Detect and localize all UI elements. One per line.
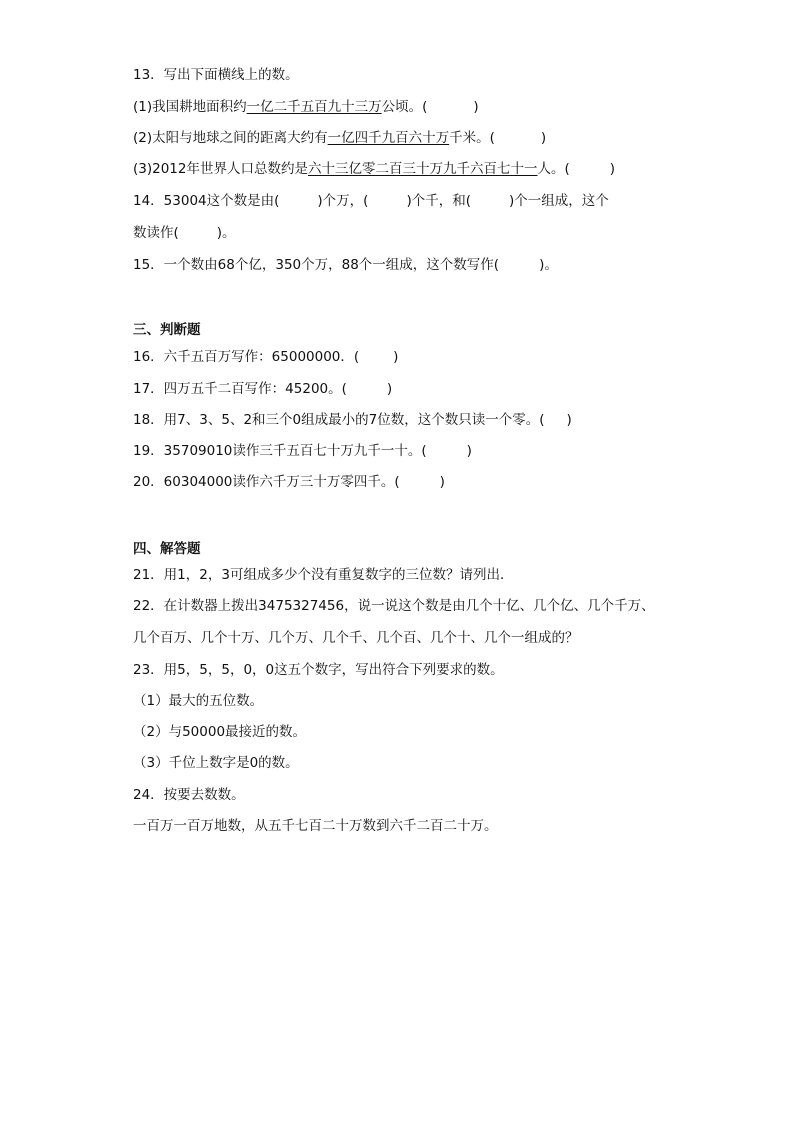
q14-part-1: 14．53004这个数是由( xyxy=(133,193,280,209)
q13-item-3-post: 人。( xyxy=(537,161,570,177)
q14-line-2-part-2: )。 xyxy=(216,225,236,241)
q13-item-3 xyxy=(133,160,615,178)
section-solve-heading: 四、解答题 xyxy=(133,541,201,557)
q14-part-3: )个千，和( xyxy=(406,193,471,209)
q21: 21．用1，2，3可组成多少个没有重复数字的三位数？请列出． xyxy=(133,567,514,583)
q15 xyxy=(133,256,558,274)
q14-part-2: )个万，( xyxy=(317,193,369,209)
q13-item-2-close: ) xyxy=(540,130,547,146)
q23-sub-2: （2）与50000最接近的数。 xyxy=(133,724,307,740)
q15-part-1: 15．一个数由68个亿，350个万，88个一组成，这个数写作( xyxy=(133,257,500,273)
q16 xyxy=(133,348,398,366)
q20 xyxy=(133,473,445,491)
q23-sub-1: （1）最大的五位数。 xyxy=(133,693,264,709)
q23: 23．用5，5，5，0，0这五个数字，写出符合下列要求的数。 xyxy=(133,662,504,678)
q13-item-2-underlined: 一亿四千九百六十万 xyxy=(327,130,450,146)
q13-item-3-pre: (3)2012年世界人口总数约是 xyxy=(133,161,308,177)
q14-part-4: )个一组成，这个 xyxy=(508,193,609,209)
q13-item-3-close: ) xyxy=(609,161,616,177)
q14-line-2-part-1: 数读作( xyxy=(133,225,179,241)
q13-item-1-underlined: 一亿二千五百九十三万 xyxy=(246,99,382,115)
q13-item-1 xyxy=(133,98,479,116)
q15-part-2: )。 xyxy=(539,257,558,273)
q20-close: ) xyxy=(439,474,445,490)
q14-line-2 xyxy=(133,224,236,242)
q20-text: 20．60304000读作六千万三十万零四千。( xyxy=(133,474,400,490)
q24: 24．按要去数数。 xyxy=(133,787,245,803)
q23-sub-3: （3）千位上数字是0的数。 xyxy=(133,755,299,771)
q13-item-1-post: 公顷。( xyxy=(381,99,428,115)
q16-close: ) xyxy=(393,349,399,365)
q13-item-3-underlined: 六十三亿零二百三十万九千六百七十一 xyxy=(307,161,538,177)
q22-line-2: 几个百万、几个十万、几个万、几个千、几个百、几个十、几个一组成的？ xyxy=(133,630,579,646)
q18 xyxy=(133,411,572,429)
q19 xyxy=(133,442,472,460)
q24-body: 一百万一百万地数，从五千七百二十万数到六千二百二十万。 xyxy=(133,818,498,834)
q18-text: 18．用7、3、5、2和三个0组成最小的7位数，这个数只读一个零。( xyxy=(133,412,545,428)
section-judge-heading: 三、判断题 xyxy=(133,322,201,338)
q13-title: 13．写出下面横线上的数。 xyxy=(133,67,299,83)
q19-close: ) xyxy=(466,443,472,459)
q13-item-1-pre: (1)我国耕地面积约 xyxy=(133,99,247,115)
q13-item-2 xyxy=(133,129,546,147)
q18-close: ) xyxy=(566,412,572,428)
q17 xyxy=(133,380,392,398)
q22-line-1: 22．在计数器上拨出3475327456，说一说这个数是由几个十亿、几个亿、几个千万、 xyxy=(133,598,655,614)
q16-text: 16．六千五百万写作：65000000．( xyxy=(133,349,360,365)
q13-item-1-close: ) xyxy=(473,99,479,115)
q17-text: 17．四万五千二百写作：45200。( xyxy=(133,381,347,397)
q14-line-1 xyxy=(133,192,609,210)
q13-item-2-pre: (2)太阳与地球之间的距离大约有 xyxy=(133,130,328,146)
q17-close: ) xyxy=(386,381,393,397)
q13-item-2-post: 千米。( xyxy=(449,130,495,146)
q19-text: 19．35709010读作三千五百七十万九千一十。( xyxy=(133,443,427,459)
